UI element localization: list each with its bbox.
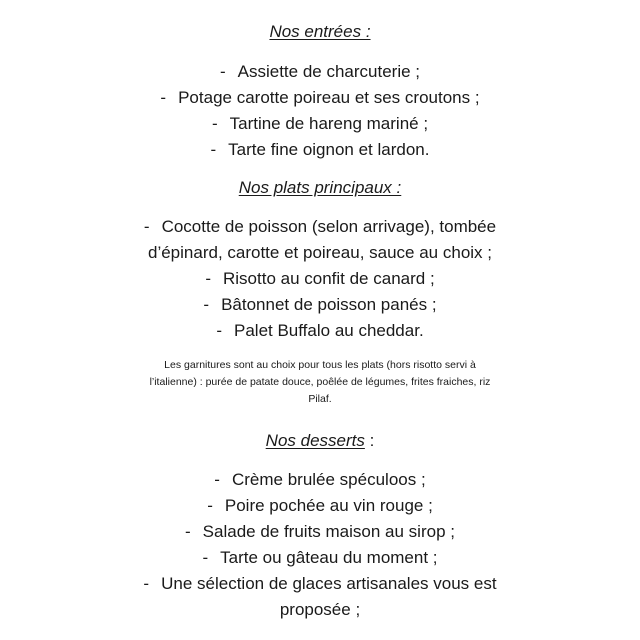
dash-bullet: -	[143, 574, 150, 593]
dash-bullet: -	[143, 217, 150, 236]
list-item	[0, 573, 640, 595]
item-text: Cocotte de poisson (selon arrivage), tombée	[161, 217, 497, 236]
list-item	[0, 216, 640, 238]
dash-bullet: -	[216, 321, 222, 340]
item-text: Tarte ou gâteau du moment ;	[220, 548, 438, 567]
item-text: Tartine de hareng mariné ;	[229, 114, 429, 133]
item-text: Poire pochée au vin rouge ;	[224, 496, 433, 515]
heading-text: Nos plats principaux :	[238, 178, 402, 197]
garniture-note	[110, 357, 530, 408]
list-item	[0, 547, 640, 569]
dash-bullet: -	[219, 62, 226, 81]
heading-text: Nos desserts	[265, 431, 365, 450]
list-item	[0, 521, 640, 543]
list-item	[0, 294, 640, 316]
item-text: Palet Buffalo au cheddar.	[234, 321, 424, 340]
heading-text: Nos entrées :	[269, 22, 371, 41]
dash-bullet: -	[210, 140, 217, 159]
list-item	[0, 61, 640, 83]
item-text: Tarte fine oignon et lardon.	[228, 140, 430, 159]
dash-bullet: -	[185, 522, 191, 541]
dash-bullet: -	[205, 269, 211, 288]
dash-bullet: -	[203, 295, 210, 314]
dash-bullet: -	[207, 496, 213, 515]
section-heading-entrees	[0, 22, 640, 42]
list-item-continuation	[0, 599, 640, 621]
item-text: Risotto au confit de canard ;	[222, 269, 435, 288]
item-text: Bâtonnet de poisson panés ;	[221, 295, 437, 314]
list-item-continuation	[0, 242, 640, 264]
list-item	[0, 139, 640, 161]
item-text: Crème brulée spéculoos ;	[231, 470, 426, 489]
list-item	[0, 268, 640, 290]
item-text: Salade de fruits maison au sirop ;	[202, 522, 455, 541]
dash-bullet: -	[211, 114, 218, 133]
note-line: l’italienne) : purée de patate douce, poêlée de légumes, frites fraiches, riz	[149, 376, 491, 388]
section-heading-desserts	[0, 431, 640, 451]
clipped-text-line	[0, 0, 640, 4]
item-text: Assiette de charcuterie ;	[237, 62, 421, 81]
note-line: Pilaf.	[308, 393, 332, 405]
heading-colon: :	[364, 431, 375, 450]
list-item	[0, 320, 640, 342]
list-item	[0, 87, 640, 109]
list-item	[0, 495, 640, 517]
item-text: proposée ;	[279, 600, 361, 619]
section-heading-plats	[0, 178, 640, 198]
item-text: Une sélection de glaces artisanales vous est	[161, 574, 497, 593]
list-item	[0, 469, 640, 491]
dash-bullet: -	[202, 548, 209, 567]
list-item	[0, 113, 640, 135]
note-line: Les garnitures sont au choix pour tous les plats (hors risotto servi à	[164, 359, 476, 371]
item-text: d’épinard, carotte et poireau, sauce au choix ;	[148, 243, 492, 262]
dash-bullet: -	[160, 88, 167, 107]
dash-bullet: -	[214, 470, 220, 489]
item-text: Potage carotte poireau et ses croutons ;	[178, 88, 480, 107]
